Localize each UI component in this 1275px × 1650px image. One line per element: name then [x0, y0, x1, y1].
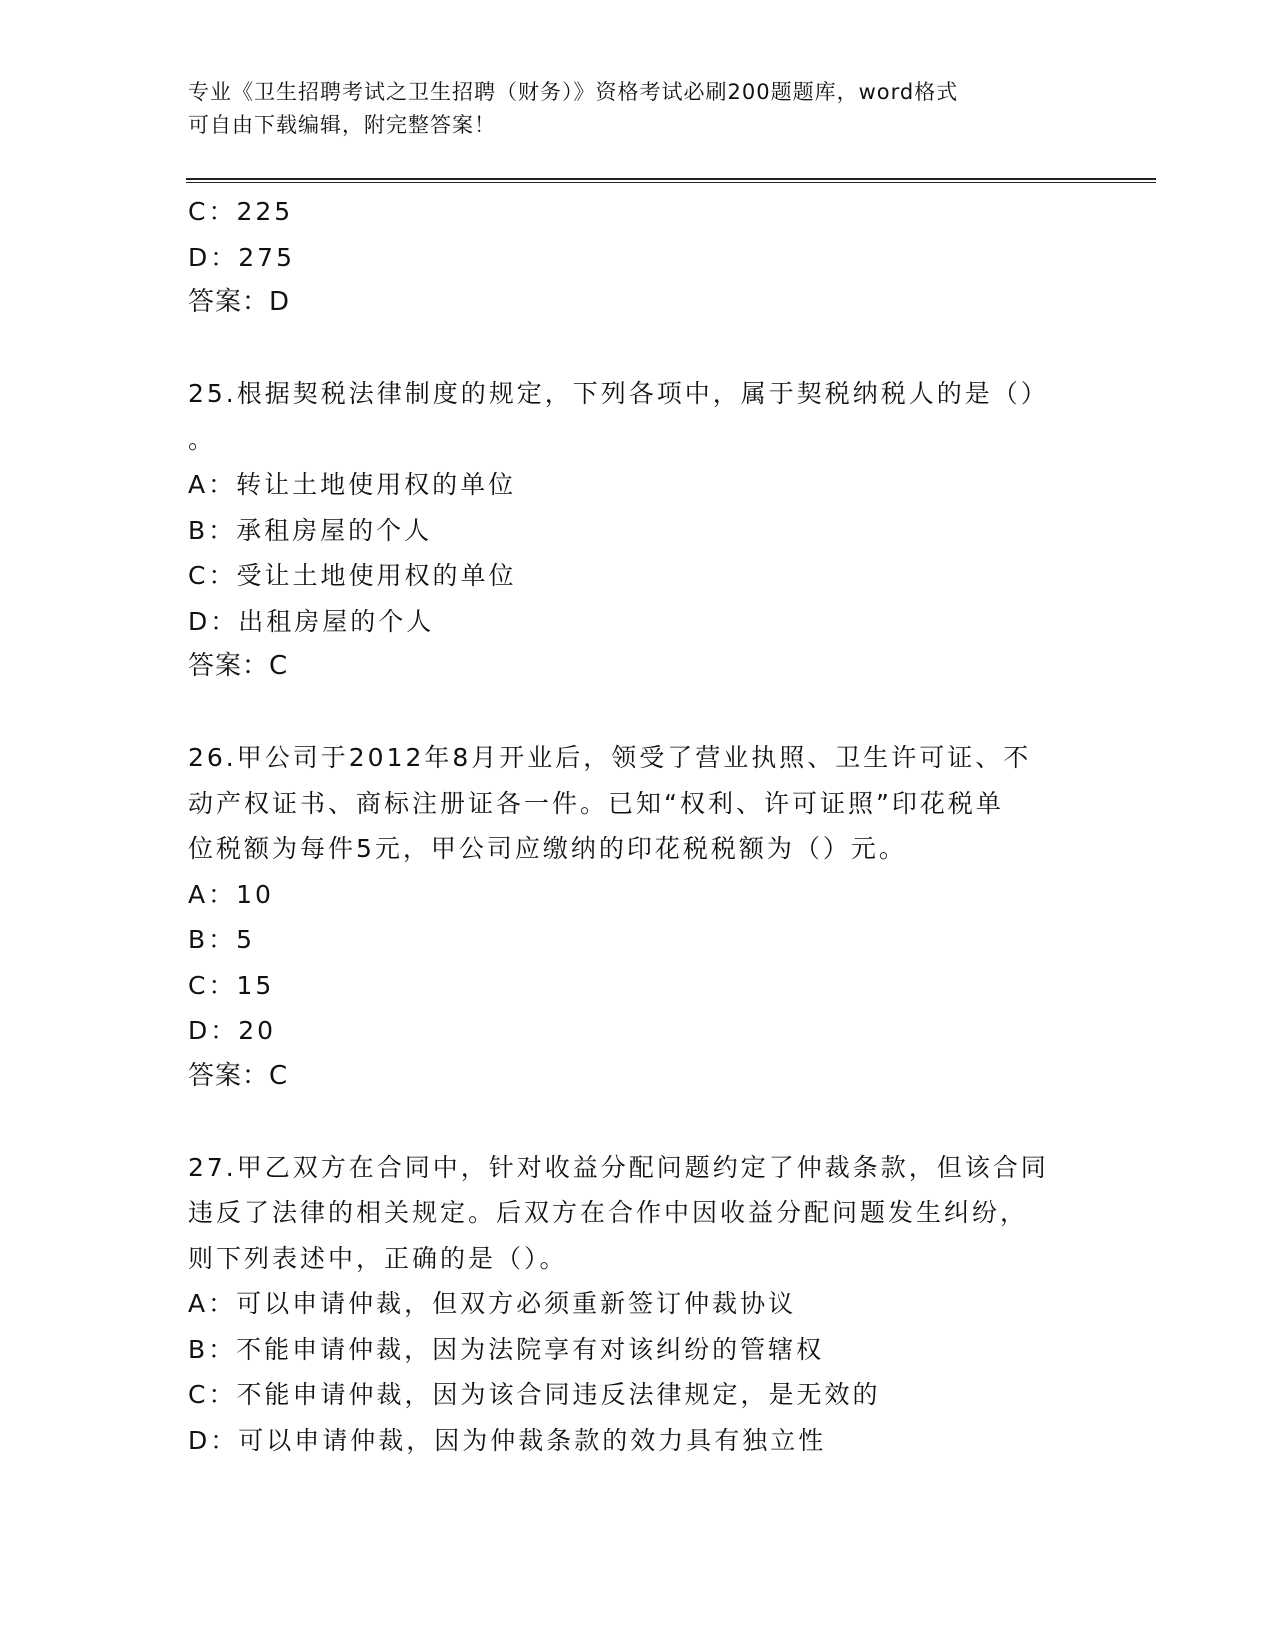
option-c: [188, 553, 1088, 599]
option-letter: C: [188, 1380, 209, 1409]
question-stem-line: 25.根据契税法律制度的规定，下列各项中，属于契税纳税人的是（）: [188, 379, 1049, 408]
option-a: [188, 872, 1088, 918]
header-divider-thin: [186, 182, 1156, 183]
option-a: [188, 462, 1088, 508]
option-letter: B: [188, 925, 209, 954]
question-27: [188, 1145, 1088, 1464]
option-separator: ：: [210, 1016, 239, 1045]
option-letter: C: [188, 970, 209, 1000]
option-separator: ：: [210, 606, 239, 636]
option-letter: D: [188, 1425, 211, 1455]
option-d: [188, 1008, 1088, 1054]
option-text: 225: [236, 197, 294, 226]
option-text: 20: [238, 1016, 277, 1045]
option-letter: B: [188, 515, 209, 545]
option-separator: ：: [208, 561, 237, 590]
option-separator: ：: [208, 970, 237, 1000]
option-letter: A: [188, 1289, 209, 1318]
option-text: 不能申请仲裁，因为法院享有对该纠纷的管辖权: [236, 1334, 825, 1364]
option-text: 275: [238, 242, 295, 272]
option-b: [188, 917, 1088, 963]
option-separator: ：: [208, 879, 237, 909]
question-stem-line: 27.甲乙双方在合同中，针对收益分配问题约定了仲裁条款，但该合同: [188, 1152, 1049, 1182]
spacer: [188, 1099, 1088, 1145]
header-line-1: 专业《卫生招聘考试之卫生招聘（财务）》资格考试必刷200题题库，word格式: [188, 80, 959, 104]
option-separator: ：: [208, 470, 237, 499]
option-letter: D: [188, 1016, 211, 1045]
option-b: [188, 1327, 1088, 1373]
question-stem-line: 26.甲公司于2012年8月开业后，领受了营业执照、卫生许可证、不: [188, 743, 1032, 772]
option-text: 出租房屋的个人: [238, 606, 435, 636]
option-separator: ：: [210, 1425, 239, 1455]
question-stem-line: 位税额为每件5元，甲公司应缴纳的印花税税额为（）元。: [188, 834, 907, 863]
question-26: [188, 735, 1088, 1099]
option-letter: D: [188, 242, 211, 272]
option-separator: ：: [208, 925, 237, 954]
option-text: 可以申请仲裁，但双方必须重新签订仲裁协议: [236, 1289, 797, 1318]
option-text: 承租房屋的个人: [236, 515, 433, 545]
header-line-2: 可自由下载编辑，附完整答案！: [188, 113, 496, 137]
question-list: [188, 189, 1088, 1463]
option-text: 不能申请仲裁，因为该合同违反法律规定，是无效的: [236, 1380, 881, 1409]
question-stem-line: 违反了法律的相关规定。后双方在合作中因收益分配问题发生纠纷，: [188, 1198, 1029, 1227]
answer-line: 答案：C: [188, 651, 289, 681]
option-letter: C: [188, 197, 209, 226]
question-stem-line: 动产权证书、商标注册证各一件。已知“权利、许可证照”印花税单: [188, 788, 1004, 818]
option-text: 5: [236, 925, 256, 954]
header-divider-thick: [186, 178, 1156, 180]
option-separator: ：: [208, 1289, 237, 1318]
question-stem-line: 则下列表述中，正确的是（）。: [188, 1243, 568, 1273]
option-letter: A: [188, 470, 209, 499]
option-b: [188, 508, 1088, 554]
option-text: 可以申请仲裁，因为仲裁条款的效力具有独立性: [238, 1425, 827, 1455]
option-text: 受让土地使用权的单位: [236, 561, 517, 590]
question-24: [188, 189, 1088, 326]
document-header: [188, 76, 1088, 142]
answer-line: 答案：C: [188, 1060, 289, 1091]
question-stem-line: 。: [188, 424, 217, 454]
option-text: 转让土地使用权的单位: [236, 470, 517, 499]
option-c: [188, 963, 1088, 1009]
option-d: [188, 1418, 1088, 1464]
option-a: [188, 1281, 1088, 1327]
option-separator: ：: [208, 197, 237, 226]
option-separator: ：: [208, 1380, 237, 1409]
spacer: [188, 326, 1088, 372]
question-25: [188, 371, 1088, 690]
option-text: 15: [236, 970, 275, 1000]
option-d: [188, 235, 1088, 281]
option-letter: B: [188, 1334, 209, 1364]
option-c: [188, 1372, 1088, 1418]
answer-line: 答案：D: [188, 287, 291, 317]
option-separator: ：: [208, 1334, 237, 1364]
option-letter: D: [188, 606, 211, 636]
option-text: 10: [236, 879, 274, 909]
option-letter: A: [188, 879, 209, 909]
option-c: [188, 189, 1088, 235]
option-d: [188, 599, 1088, 645]
option-letter: C: [188, 561, 209, 590]
option-separator: ：: [208, 515, 237, 545]
spacer: [188, 690, 1088, 736]
option-separator: ：: [210, 242, 239, 272]
